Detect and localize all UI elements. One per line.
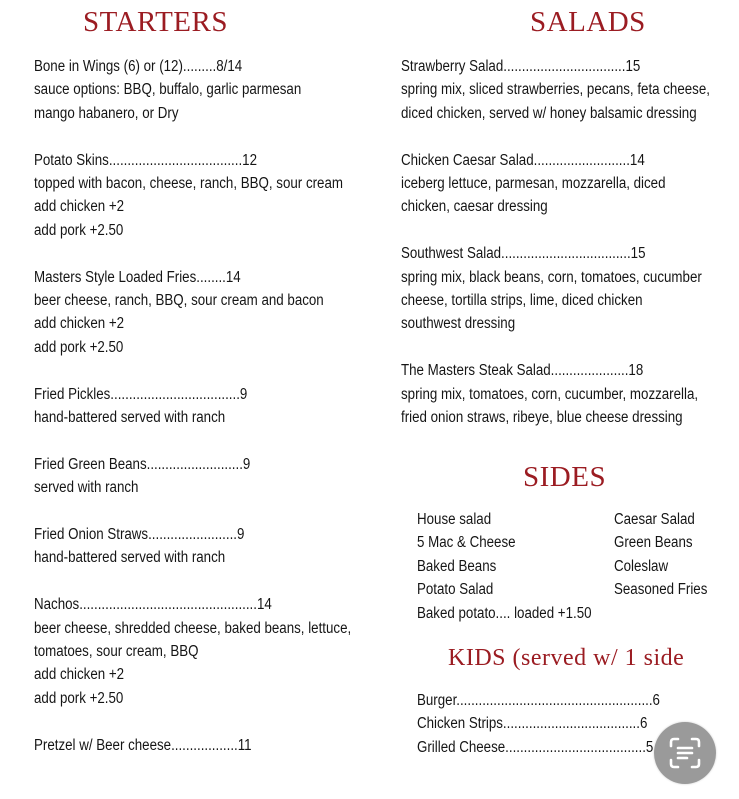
side-item: Caesar Salad (614, 511, 695, 528)
sides-title: SIDES (523, 461, 607, 493)
starters-item (34, 266, 403, 360)
item-description: add chicken +2 (34, 198, 125, 216)
item-description: southwest dressing (401, 315, 516, 333)
kids-item: Grilled Cheese......................................5 (417, 738, 654, 756)
starters-item (34, 55, 403, 125)
item-name-price: Southwest Salad...................................15 (401, 245, 646, 263)
side-item: Potato Salad (417, 581, 494, 599)
item-name-price: The Masters Steak Salad.....................18 (401, 362, 644, 380)
item-description: topped with bacon, cheese, ranch, BBQ, sour cream (34, 175, 343, 193)
salads-item (401, 149, 739, 219)
item-description: mango habanero, or Dry (34, 104, 179, 122)
side-item: House salad (417, 511, 492, 528)
item-description: spring mix, black beans, corn, tomatoes, cucumber (401, 268, 702, 286)
item-name-price: Bone in Wings (6) or (12).........8/14 (34, 58, 243, 75)
item-name-price: Masters Style Loaded Fries........14 (34, 268, 241, 286)
item-description: chicken, caesar dressing (401, 198, 548, 216)
item-description: add pork +2.50 (34, 689, 124, 707)
item-description: cheese, tortilla strips, lime, diced chicken (401, 292, 643, 310)
item-name-price: Fried Pickles...................................9 (34, 385, 248, 403)
salads-list (401, 55, 739, 429)
item-name-price: Fried Green Beans..........................9 (34, 455, 251, 473)
item-description: fried onion straws, ribeye, blue cheese dressing (401, 409, 683, 427)
item-description: sauce options: BBQ, buffalo, garlic parmesan (34, 81, 302, 99)
item-name-price: Nachos................................................14 (34, 596, 272, 614)
salads-item (401, 359, 739, 429)
item-description: beer cheese, ranch, BBQ, sour cream and bacon (34, 292, 324, 310)
starters-item (34, 593, 403, 710)
side-item: Seasoned Fries (614, 581, 708, 599)
starters-item (34, 383, 403, 430)
starters-item (34, 734, 403, 757)
item-name-price: Chicken Caesar Salad..........................14 (401, 151, 645, 169)
item-description: hand-battered served with ranch (34, 549, 226, 567)
starters-list (34, 55, 403, 757)
item-description: diced chicken, served w/ honey balsamic dressing (401, 104, 697, 122)
starters-item (34, 149, 403, 243)
item-description: iceberg lettuce, parmesan, mozzarella, diced (401, 175, 666, 193)
item-description: add pork +2.50 (34, 338, 124, 356)
sides-right-list (614, 508, 723, 602)
kids-item: Burger.....................................................6 (417, 692, 660, 709)
starters-item (34, 453, 403, 500)
kids-title: KIDS (served w/ 1 side (448, 645, 685, 671)
side-item: Baked Beans (417, 557, 497, 575)
item-name-price: Strawberry Salad.................................15 (401, 58, 641, 75)
item-name-price: Fried Onion Straws........................9 (34, 526, 245, 544)
scan-text-icon (667, 735, 703, 771)
salads-title: SALADS (530, 6, 646, 38)
salads-item (401, 55, 739, 125)
item-name-price: Potato Skins....................................12 (34, 151, 257, 169)
side-item: 5 Mac & Cheese (417, 534, 516, 552)
sides-left-list (417, 508, 620, 625)
item-description: add chicken +2 (34, 666, 125, 684)
side-item: Green Beans (614, 534, 693, 552)
salads-item (401, 242, 739, 336)
item-description: hand-battered served with ranch (34, 409, 226, 427)
side-item: Baked potato.... loaded +1.50 (417, 604, 592, 622)
scan-text-button[interactable] (654, 722, 716, 784)
item-name-price: Pretzel w/ Beer cheese..................11 (34, 736, 252, 754)
starters-title: STARTERS (83, 6, 228, 38)
starters-item (34, 523, 403, 570)
item-description: add pork +2.50 (34, 221, 124, 239)
item-description: beer cheese, shredded cheese, baked beans, lettuce, (34, 619, 352, 637)
item-description: add chicken +2 (34, 315, 125, 333)
side-item: Coleslaw (614, 557, 669, 575)
item-description: spring mix, tomatoes, corn, cucumber, mozzarella, (401, 385, 699, 403)
item-description: served with ranch (34, 479, 139, 497)
item-description: tomatoes, sour cream, BBQ (34, 643, 199, 661)
kids-item: Chicken Strips.....................................6 (417, 715, 648, 733)
item-description: spring mix, sliced strawberries, pecans, feta cheese, (401, 81, 710, 99)
